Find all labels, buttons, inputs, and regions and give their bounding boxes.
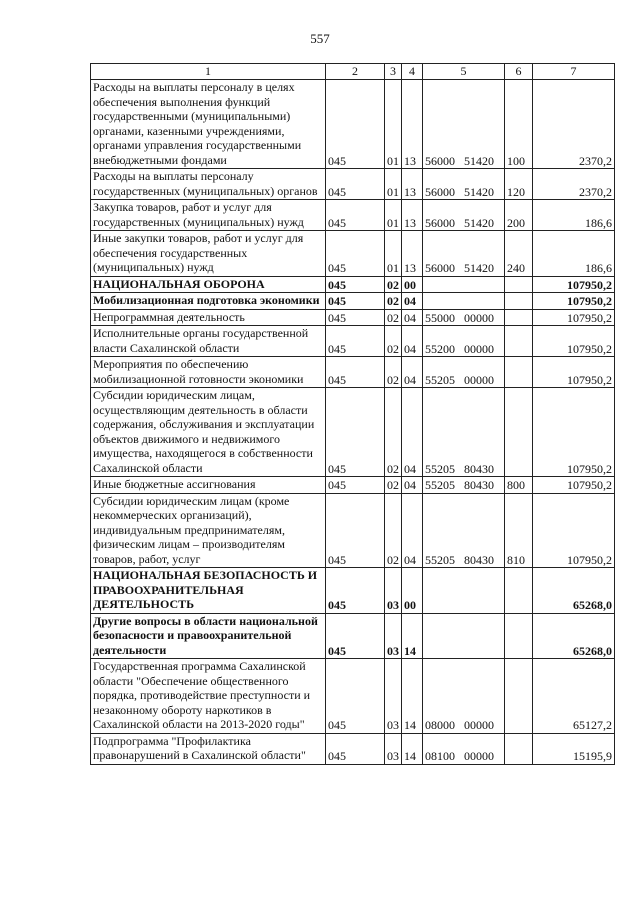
admin-code: 045 xyxy=(326,276,385,293)
row-name: НАЦИОНАЛЬНАЯ БЕЗОПАСНОСТЬ И ПРАВООХРАНИТЕЛЬНАЯ ДЕЯТЕЛЬНОСТЬ xyxy=(91,568,326,614)
subsection-code: 13 xyxy=(402,231,423,277)
section-code: 03 xyxy=(385,613,402,659)
subsection-code: 14 xyxy=(402,659,423,734)
section-code: 02 xyxy=(385,309,402,326)
header-cell: 7 xyxy=(533,64,615,80)
target-article-code: 08100 00000 xyxy=(423,733,505,764)
section-code: 02 xyxy=(385,326,402,357)
admin-code: 045 xyxy=(326,357,385,388)
expense-type-code xyxy=(505,613,533,659)
expense-type-code xyxy=(505,326,533,357)
subsection-code: 13 xyxy=(402,169,423,200)
admin-code: 045 xyxy=(326,477,385,494)
table-row xyxy=(91,477,615,494)
admin-code: 045 xyxy=(326,200,385,231)
target-article-code: 56000 51420 xyxy=(423,80,505,169)
target-article-code: 55200 00000 xyxy=(423,326,505,357)
table-row xyxy=(91,326,615,357)
subsection-code: 04 xyxy=(402,477,423,494)
amount: 107950,2 xyxy=(533,357,615,388)
row-name: Иные закупки товаров, работ и услуг для обеспечения государственных (муниципальных) нужд xyxy=(91,231,326,277)
expense-type-code: 120 xyxy=(505,169,533,200)
subsection-code: 13 xyxy=(402,200,423,231)
row-name: Государственная программа Сахалинской области "Обеспечение общественного порядка, противодействие преступности и незаконному обороту наркотиков в Сахалинской области на 2013-2020 годы" xyxy=(91,659,326,734)
subsection-code: 04 xyxy=(402,309,423,326)
amount: 2370,2 xyxy=(533,80,615,169)
table-row xyxy=(91,231,615,277)
row-name: Субсидии юридическим лицам, осуществляющим деятельность в области содержания, обслуживания и эксплуатации объектов движимого и недвижимого имущества, находящегося в собственности Сахалинской области xyxy=(91,388,326,477)
admin-code: 045 xyxy=(326,493,385,568)
table-row xyxy=(91,733,615,764)
target-article-code: 08000 00000 xyxy=(423,659,505,734)
header-cell: 6 xyxy=(505,64,533,80)
amount: 186,6 xyxy=(533,200,615,231)
admin-code: 045 xyxy=(326,733,385,764)
section-code: 01 xyxy=(385,200,402,231)
header-cell: 4 xyxy=(402,64,423,80)
row-name: Расходы на выплаты персоналу государственных (муниципальных) органов xyxy=(91,169,326,200)
row-name: Иные бюджетные ассигнования xyxy=(91,477,326,494)
target-article-code xyxy=(423,293,505,310)
expense-type-code: 240 xyxy=(505,231,533,277)
amount: 107950,2 xyxy=(533,388,615,477)
target-article-code xyxy=(423,568,505,614)
amount: 65268,0 xyxy=(533,568,615,614)
budget-table xyxy=(90,63,615,765)
expense-type-code xyxy=(505,388,533,477)
admin-code: 045 xyxy=(326,659,385,734)
expense-type-code: 800 xyxy=(505,477,533,494)
expense-type-code xyxy=(505,568,533,614)
section-code: 02 xyxy=(385,357,402,388)
amount: 65268,0 xyxy=(533,613,615,659)
admin-code: 045 xyxy=(326,169,385,200)
section-code: 03 xyxy=(385,659,402,734)
subsection-code: 04 xyxy=(402,388,423,477)
section-code: 02 xyxy=(385,477,402,494)
header-cell: 1 xyxy=(91,64,326,80)
table-row xyxy=(91,200,615,231)
target-article-code: 56000 51420 xyxy=(423,169,505,200)
row-name: Субсидии юридическим лицам (кроме некоммерческих организаций), индивидуальным предпринимателям, физическим лицам – производителям товаров, работ, услуг xyxy=(91,493,326,568)
admin-code: 045 xyxy=(326,231,385,277)
row-name: Другие вопросы в области национальной безопасности и правоохранительной деятельности xyxy=(91,613,326,659)
target-article-code: 55000 00000 xyxy=(423,309,505,326)
header-cell: 5 xyxy=(423,64,505,80)
target-article-code: 55205 80430 xyxy=(423,388,505,477)
target-article-code: 55205 80430 xyxy=(423,493,505,568)
section-code: 01 xyxy=(385,80,402,169)
table-row xyxy=(91,659,615,734)
subsection-code: 13 xyxy=(402,80,423,169)
target-article-code xyxy=(423,276,505,293)
subsection-code: 04 xyxy=(402,326,423,357)
header-cell: 3 xyxy=(385,64,402,80)
subsection-code: 04 xyxy=(402,293,423,310)
admin-code: 045 xyxy=(326,388,385,477)
page-number: 557 xyxy=(310,31,330,46)
row-name: Мобилизационная подготовка экономики xyxy=(91,293,326,310)
section-code: 02 xyxy=(385,276,402,293)
amount: 15195,9 xyxy=(533,733,615,764)
expense-type-code: 100 xyxy=(505,80,533,169)
expense-type-code xyxy=(505,733,533,764)
section-code: 02 xyxy=(385,493,402,568)
row-name: НАЦИОНАЛЬНАЯ ОБОРОНА xyxy=(91,276,326,293)
admin-code: 045 xyxy=(326,326,385,357)
table-row xyxy=(91,493,615,568)
target-article-code: 55205 80430 xyxy=(423,477,505,494)
admin-code: 045 xyxy=(326,568,385,614)
table-row xyxy=(91,568,615,614)
expense-type-code xyxy=(505,276,533,293)
row-name: Подпрограмма "Профилактика правонарушений в Сахалинской области" xyxy=(91,733,326,764)
table-row xyxy=(91,293,615,310)
table-row xyxy=(91,80,615,169)
subsection-code: 04 xyxy=(402,493,423,568)
amount: 107950,2 xyxy=(533,309,615,326)
expense-type-code xyxy=(505,293,533,310)
subsection-code: 14 xyxy=(402,613,423,659)
amount: 107950,2 xyxy=(533,326,615,357)
header-row xyxy=(91,64,615,80)
expense-type-code xyxy=(505,659,533,734)
amount: 107950,2 xyxy=(533,493,615,568)
amount: 65127,2 xyxy=(533,659,615,734)
row-name: Расходы на выплаты персоналу в целях обеспечения выполнения функций государственными (муниципальными) органами, казенными учреждениями, органами управления государственными внебюджетными фондами xyxy=(91,80,326,169)
amount: 107950,2 xyxy=(533,276,615,293)
section-code: 03 xyxy=(385,568,402,614)
amount: 107950,2 xyxy=(533,293,615,310)
row-name: Исполнительные органы государственной власти Сахалинской области xyxy=(91,326,326,357)
expense-type-code: 200 xyxy=(505,200,533,231)
table-row xyxy=(91,388,615,477)
row-name: Закупка товаров, работ и услуг для государственных (муниципальных) нужд xyxy=(91,200,326,231)
amount: 107950,2 xyxy=(533,477,615,494)
section-code: 01 xyxy=(385,169,402,200)
section-code: 02 xyxy=(385,293,402,310)
target-article-code: 56000 51420 xyxy=(423,200,505,231)
table-row xyxy=(91,613,615,659)
table-row xyxy=(91,169,615,200)
row-name: Мероприятия по обеспечению мобилизационной готовности экономики xyxy=(91,357,326,388)
header-cell: 2 xyxy=(326,64,385,80)
section-code: 02 xyxy=(385,388,402,477)
section-code: 01 xyxy=(385,231,402,277)
table-row xyxy=(91,309,615,326)
row-name: Непрограммная деятельность xyxy=(91,309,326,326)
subsection-code: 04 xyxy=(402,357,423,388)
target-article-code: 55205 00000 xyxy=(423,357,505,388)
admin-code: 045 xyxy=(326,613,385,659)
amount: 186,6 xyxy=(533,231,615,277)
subsection-code: 00 xyxy=(402,276,423,293)
expense-type-code xyxy=(505,357,533,388)
amount: 2370,2 xyxy=(533,169,615,200)
table-row xyxy=(91,357,615,388)
table-row xyxy=(91,276,615,293)
expense-type-code xyxy=(505,309,533,326)
subsection-code: 14 xyxy=(402,733,423,764)
admin-code: 045 xyxy=(326,293,385,310)
admin-code: 045 xyxy=(326,80,385,169)
admin-code: 045 xyxy=(326,309,385,326)
subsection-code: 00 xyxy=(402,568,423,614)
target-article-code: 56000 51420 xyxy=(423,231,505,277)
expense-type-code: 810 xyxy=(505,493,533,568)
section-code: 03 xyxy=(385,733,402,764)
target-article-code xyxy=(423,613,505,659)
